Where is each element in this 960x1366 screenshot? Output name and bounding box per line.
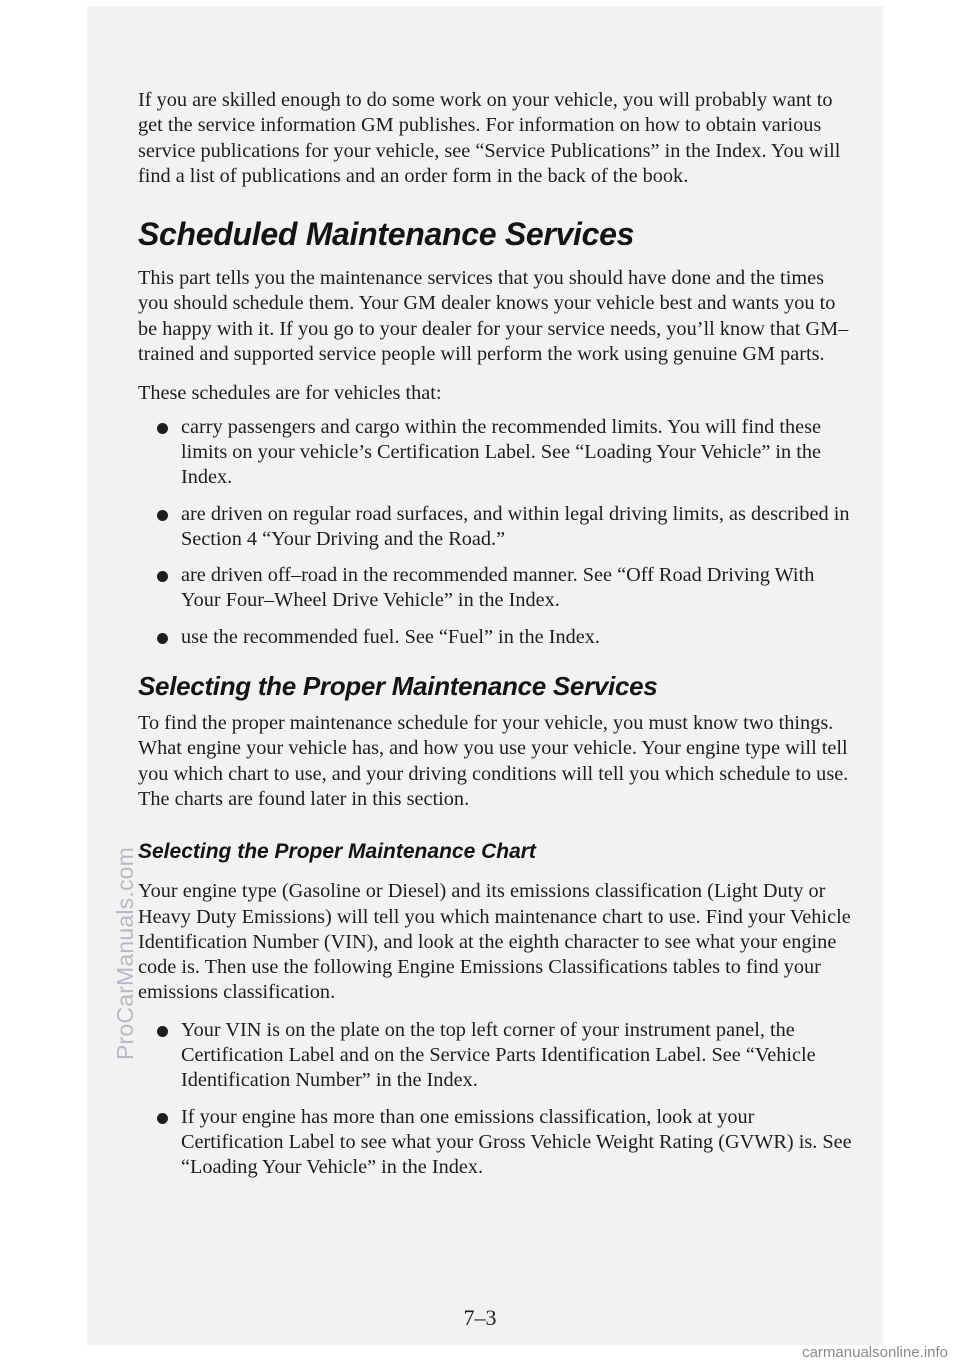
section3-paragraph: Your engine type (Gasoline or Diesel) and its emissions classification (Light Duty or Heavy Duty Emissions) will tell you which maintenance chart to use. Find your Vehicle Identification Number (VIN), and look at the eighth character to see what your engine code is. Then use the following Engine Emissions Classifications tables to find your emissions classification. [138, 880, 851, 1004]
page-content [138, 82, 854, 1181]
bullet-icon [157, 633, 168, 644]
list-item: use the recommended fuel. See “Fuel” in the Index. [138, 625, 854, 650]
section2-paragraph: To find the proper maintenance schedule for your vehicle, you must know two things. What engine your vehicle has, and how you use your vehicle. Your engine type will tell you which chart to use, and your driving conditions will tell you which schedule to use. The charts are found later in this section. [138, 712, 849, 810]
list-item: Your VIN is on the plate on the top left corner of your instrument panel, the Certification Label and on the Service Parts Identification Label. See “Vehicle Identification Number” in the Index. [138, 1018, 854, 1094]
vehicle-conditions-list [138, 415, 854, 650]
footer-watermark: carmanualsonline.info [802, 1344, 948, 1361]
bullet-icon [157, 1026, 168, 1037]
section1-intro-list: These schedules are for vehicles that: [138, 382, 442, 405]
bullet-icon [157, 423, 168, 434]
heading-selecting-chart: Selecting the Proper Maintenance Chart [138, 840, 536, 864]
page-number: 7–3 [463, 1305, 497, 1330]
bullet-icon [157, 1113, 168, 1124]
bullet-icon [157, 510, 168, 521]
watermark: ProCarManuals.com [112, 846, 138, 1060]
list-item: carry passengers and cargo within the recommended limits. You will find these limits on your vehicle’s Certification Label. See “Loading Your Vehicle” in the Index. [138, 415, 854, 491]
list-item: If your engine has more than one emissions classification, look at your Certification Label to see what your Gross Vehicle Weight Rating (GVWR) is. See “Loading Your Vehicle” in the Index. [138, 1105, 854, 1181]
vin-info-list [138, 1018, 854, 1181]
list-item: are driven off–road in the recommended manner. See “Off Road Driving With Your Four–Wheel Drive Vehicle” in the Index. [138, 563, 854, 614]
heading-selecting-services: Selecting the Proper Maintenance Services [138, 671, 658, 702]
section1-paragraph: This part tells you the maintenance services that you should have done and the times you should schedule them. Your GM dealer knows your vehicle best and wants you to be happy with it. If you go to your dealer for your service needs, you’ll know that GM–trained and supported service people will perform the work using genuine GM parts. [138, 267, 849, 366]
heading-scheduled-maintenance: Scheduled Maintenance Services [138, 216, 635, 253]
bullet-icon [157, 571, 168, 582]
list-item: are driven on regular road surfaces, and within legal driving limits, as described in Section 4 “Your Driving and the Road.” [138, 502, 854, 553]
intro-paragraph: If you are skilled enough to do some work on your vehicle, you will probably want to get the service information GM publishes. For information on how to obtain various service publications for your vehicle, see “Service Publications” in the Index. You will find a list of publications and an order form in the back of the book. [138, 89, 841, 187]
